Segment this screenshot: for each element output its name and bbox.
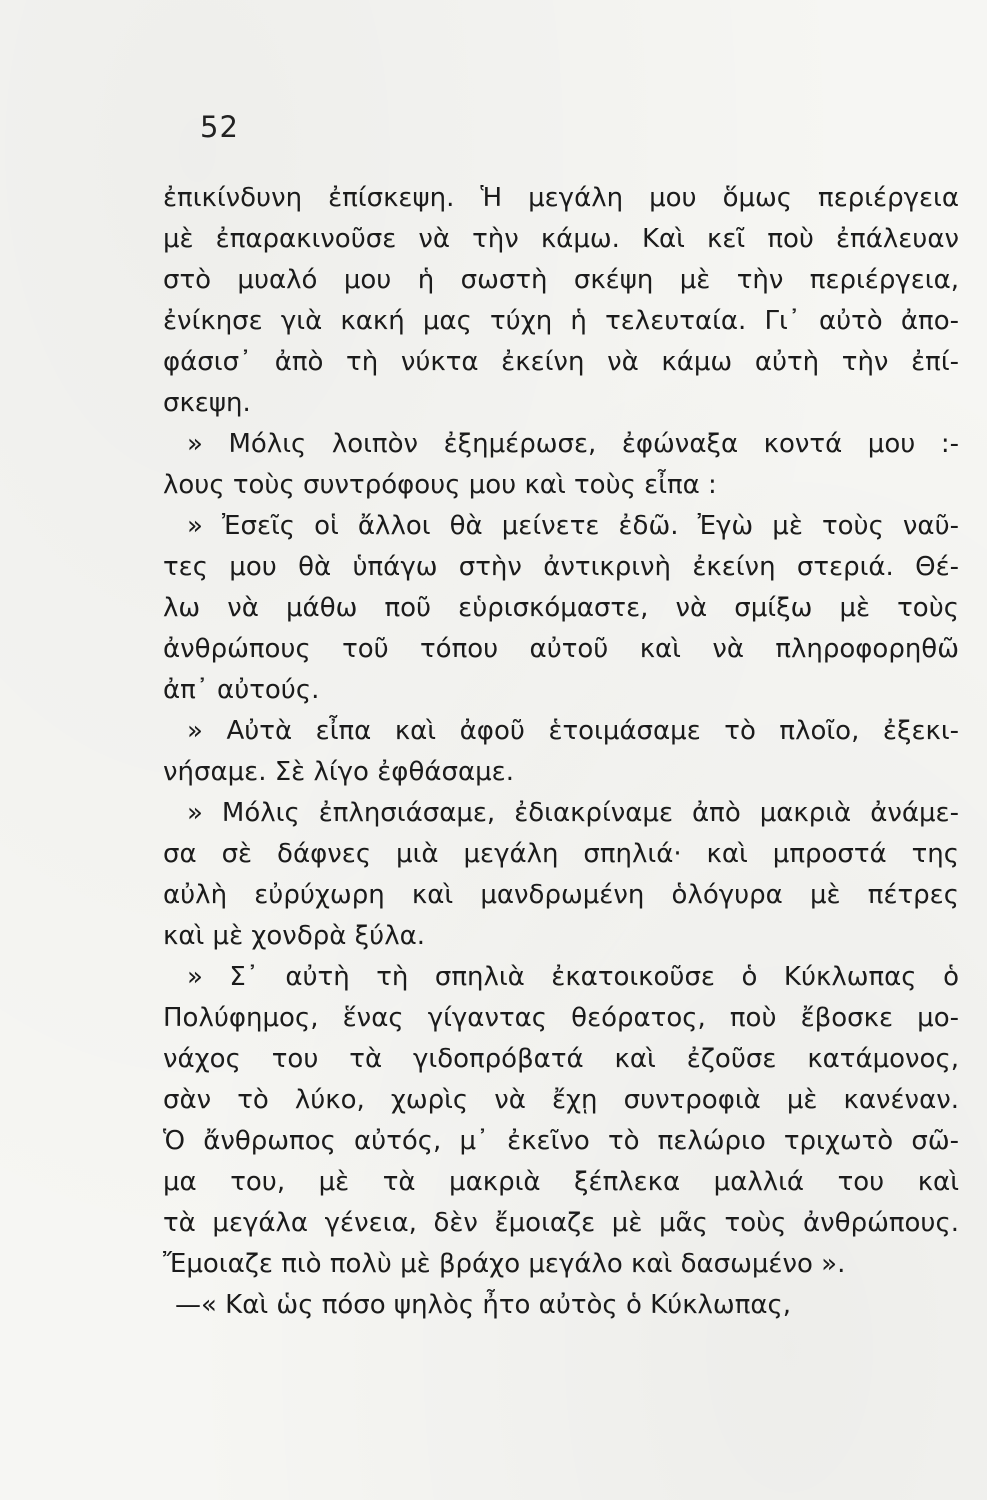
text-line: » Μόλις ἐπλησιάσαμε, ἐδιακρίναμε ἀπὸ μακριὰ ἀνάμε-	[187, 798, 959, 828]
text-line: » Αὐτὰ εἶπα καὶ ἀφοῦ ἑτοιμάσαμε τὸ πλοῖο, ἐξεκι-	[187, 716, 959, 746]
text-line: σα σὲ δάφνες μιὰ μεγάλη σπηλιά· καὶ μπροστά της	[163, 839, 959, 869]
text-line: μα του, μὲ τὰ μακριὰ ξέπλεκα μαλλιά του καὶ	[163, 1167, 959, 1197]
text-line: Ἔμοιαζε πιὸ πολὺ μὲ βράχο μεγάλο καὶ δασωμένο ».	[163, 1249, 846, 1279]
text-line: νάχος του τὰ γιδοπρόβατά καὶ ἐζοῦσε κατάμονος,	[163, 1044, 959, 1074]
body-text	[163, 178, 959, 1326]
text-line: στὸ μυαλό μου ἡ σωστὴ σκέψη μὲ τὴν περιέργεια,	[163, 265, 959, 295]
text-line: » Σ᾽ αὐτὴ τὴ σπηλιὰ ἐκατοικοῦσε ὁ Κύκλωπας ὁ	[187, 962, 959, 992]
text-line: —« Καὶ ὡς πόσο ψηλὸς ἦτο αὐτὸς ὁ Κύκλωπας,	[175, 1290, 792, 1320]
text-line: ἐνίκησε γιὰ κακή μας τύχη ἡ τελευταία. Γι᾽ αὐτὸ ἀπο-	[163, 306, 959, 336]
text-line: μὲ ἐπαρακινοῦσε νὰ τὴν κάμω. Καὶ κεῖ ποὺ ἐπάλευαν	[163, 224, 959, 254]
text-line: καὶ μὲ χονδρὰ ξύλα.	[163, 921, 425, 951]
text-line: λους τοὺς συντρόφους μου καὶ τοὺς εἶπα :	[163, 470, 717, 500]
text-line: ἐπικίνδυνη ἐπίσκεψη. Ἡ μεγάλη μου ὅμως περιέργεια	[163, 183, 959, 213]
text-line: φάσισ᾽ ἀπὸ τὴ νύκτα ἐκείνη νὰ κάμω αὐτὴ τὴν ἐπί-	[163, 347, 959, 377]
text-line: » Ἐσεῖς οἱ ἄλλοι θὰ μείνετε ἐδῶ. Ἐγὼ μὲ τοὺς ναῦ-	[187, 511, 959, 541]
text-line: σὰν τὸ λύκο, χωρὶς νὰ ἔχῃ συντροφιὰ μὲ κανέναν.	[163, 1085, 959, 1115]
text-line: αὐλὴ εὐρύχωρη καὶ μανδρωμένη ὁλόγυρα μὲ πέτρες	[163, 880, 959, 910]
text-line: Ὁ ἄνθρωπος αὐτός, μ᾽ ἐκεῖνο τὸ πελώριο τριχωτὸ σῶ-	[163, 1126, 959, 1156]
text-line: τὰ μεγάλα γένεια, δὲν ἔμοιαζε μὲ μᾶς τοὺς ἀνθρώπους.	[163, 1208, 959, 1238]
text-line: τες μου θὰ ὑπάγω στὴν ἀντικρινὴ ἐκείνη στεριά. Θέ-	[163, 552, 959, 582]
page-number: 52	[200, 110, 239, 144]
text-line: νήσαμε. Σὲ λίγο ἐφθάσαμε.	[163, 757, 514, 787]
text-line: σκεψη.	[163, 388, 251, 418]
text-line: » Μόλις λοιπὸν ἐξημέρωσε, ἐφώναξα κοντά μου :-	[187, 429, 959, 459]
text-line: ἀνθρώπους τοῦ τόπου αὐτοῦ καὶ νὰ πληροφορηθῶ	[163, 634, 959, 664]
text-line: ἀπ᾽ αὐτούς.	[163, 675, 320, 705]
text-line: Πολύφημος, ἕνας γίγαντας θεόρατος, ποὺ ἔβοσκε μο-	[163, 1003, 959, 1033]
text-line: λω νὰ μάθω ποῦ εὑρισκόμαστε, νὰ σμίξω μὲ τοὺς	[163, 593, 959, 623]
